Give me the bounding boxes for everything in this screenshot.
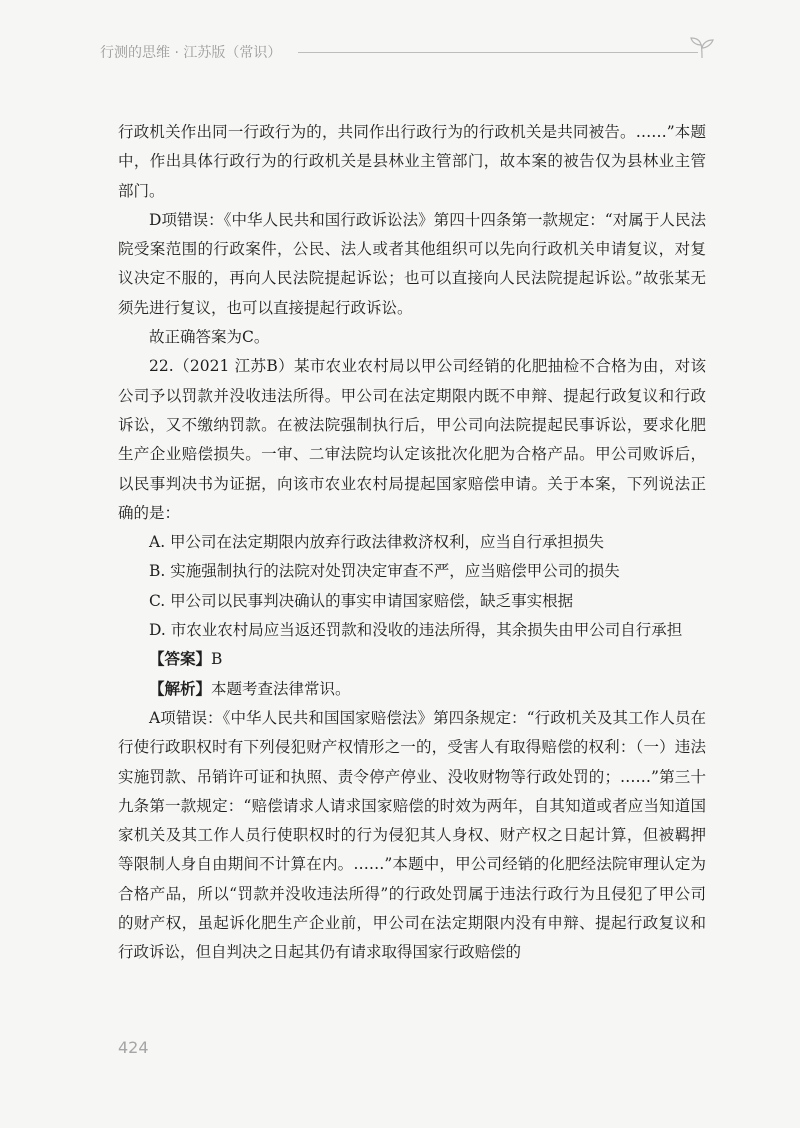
paragraph-option-a-analysis: A项错误：《中华人民共和国国家赔偿法》第四条规定：“行政机关及其工作人员在行使行政职权时有下列侵犯财产权情形之一的，受害人有取得赔偿的权利：（一）违法实施罚款、吊销许可证和执照、责令停产停业、没收财物等行政处罚的；……”第三十九条第一款规定：“赔偿请求人请求国家赔偿的时效为两年，自其知道或者应当知道国家机关及其工作人员行使职权时的行为侵犯其人身权、财产权之日起计算，但被羁押等限制人身自由期间不计算在内。……”本题中，甲公司经销的化肥经法院审理认定为合格产品，所以“罚款并没收违法所得”的行政处罚属于违法行政行为且侵犯了甲公司的财产权，虽起诉化肥生产企业前，甲公司在法定期限内没有申辩、提起行政复议和行政诉讼，但自判决之日起其仍有请求取得国家行政赔偿的 [118, 708, 706, 962]
page-number: 424 [118, 1038, 149, 1057]
answer-label: 【答案】 [149, 650, 212, 669]
answer-line [118, 645, 706, 674]
option-a: A. 甲公司在法定期限内放弃行政法律救济权利，应当自行承担损失 [149, 533, 605, 552]
option-d: D. 市农业农村局应当返还罚款和没收的违法所得，其余损失由甲公司自行承担 [149, 621, 683, 640]
answer-value: B [211, 650, 223, 669]
option-b: B. 实施强制执行的法院对处罚决定审查不严，应当赔偿甲公司的损失 [149, 562, 620, 581]
question-22: 22.（2021 江苏B）某市农业农村局以甲公司经销的化肥抽检不合格为由，对该公司予以罚款并没收违法所得。甲公司在法定期限内既不申辩、提起行政复议和行政诉讼，又不缴纳罚款。在被法院强制执行后，甲公司向法院提起民事诉讼，要求化肥生产企业赔偿损失。一审、二审法院均认定该批次化肥为合格产品。甲公司败诉后，以民事判决书为证据，向该市农业农村局提起国家赔偿申请。关于本案，下列说法正确的是： [118, 357, 706, 522]
option-c: C. 甲公司以民事判决确认的事实申请国家赔偿，缺乏事实根据 [149, 591, 574, 610]
paragraph-correct-answer: 故正确答案为C。 [149, 328, 270, 347]
analysis-text: 本题考查法律常识。 [211, 679, 351, 698]
body-text [118, 118, 706, 968]
running-header [100, 40, 720, 64]
analysis-line [118, 675, 706, 704]
paragraph-option-d-analysis: D项错误：《中华人民共和国行政诉讼法》第四十四条第一款规定：“对属于人民法院受案范围的行政案件，公民、法人或者其他组织可以先向行政机关申请复议，对复议决定不服的，再向人民法院提起诉讼；也可以直接向人民法院提起诉讼。”故张某无须先进行复议，也可以直接提起行政诉讼。 [118, 210, 706, 317]
sprout-leaf-icon [688, 36, 716, 60]
header-title: 行测的思维 · 江苏版（常识） [100, 45, 282, 61]
analysis-label: 【解析】 [149, 679, 212, 698]
paragraph-continued: 行政机关作出同一行政行为的，共同作出行政行为的行政机关是共同被告。……”本题中，作出具体行政行为的行政机关是县林业主管部门，故本案的被告仅为县林业主管部门。 [118, 123, 706, 200]
header-rule [298, 52, 698, 53]
